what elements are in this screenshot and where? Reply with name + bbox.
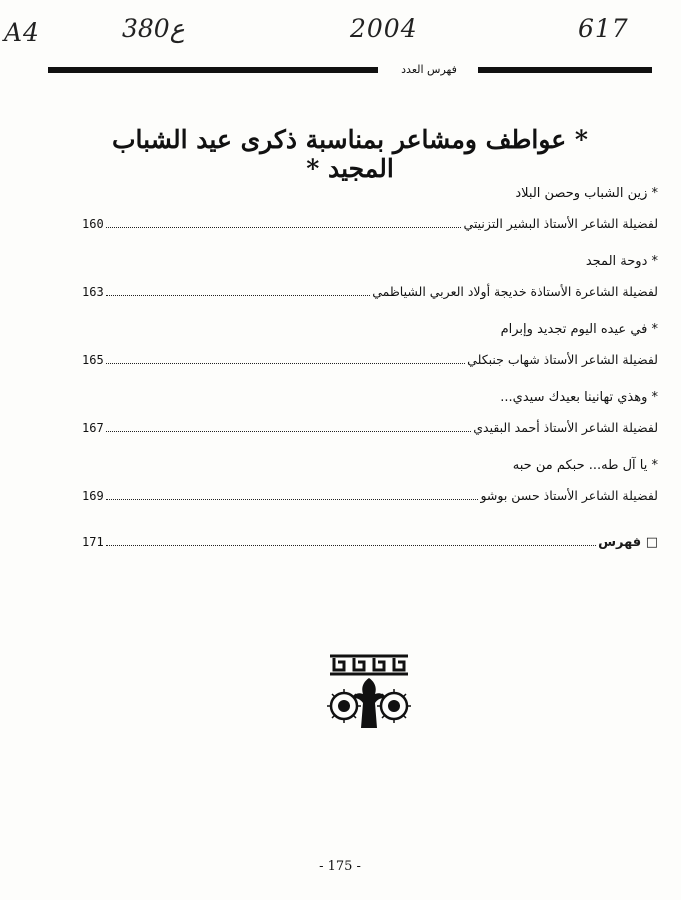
page-title: * عواطف ومشاعر بمناسبة ذكرى عيد الشباب المجيد * [112, 125, 588, 183]
handwritten-year: 2004 [350, 14, 418, 43]
toc-entry [82, 254, 658, 322]
index-entry [82, 535, 658, 555]
toc-entry [82, 322, 658, 390]
dot-leader [106, 430, 472, 432]
entry-title: * وهذي تهانينا بعيدك سيدي... [500, 390, 658, 405]
index-page-number: 171 [82, 535, 104, 549]
entry-title: * زين الشباب وحصن البلاد [515, 186, 658, 201]
entry-line [82, 216, 658, 236]
index-label: □ فهرس [598, 535, 658, 550]
entry-page-number: 167 [82, 421, 104, 435]
toc-entry [82, 186, 658, 254]
entry-title: * في عيده اليوم تجديد وإبرام [500, 322, 658, 337]
entry-title: * يا آل طه... حبكم من حبه [512, 458, 658, 473]
entry-line [82, 284, 658, 304]
entry-author: لفضيلة الشاعر الأستاذ حسن بوشو [480, 488, 658, 503]
entry-title: * دوحة المجد [585, 254, 658, 269]
handwritten-code-a: A4 [4, 18, 40, 47]
toc-entry [82, 458, 658, 526]
table-of-contents [82, 186, 658, 526]
entry-page-number: 163 [82, 285, 104, 299]
entry-author: لفضيلة الشاعر الأستاذ البشير التزنيتي [463, 216, 658, 231]
header-bar [48, 64, 652, 76]
entry-page-number: 160 [82, 217, 104, 231]
dot-leader [106, 498, 479, 500]
entry-page-number: 169 [82, 489, 104, 503]
entry-line [82, 488, 658, 508]
entry-line [82, 420, 658, 440]
page-number: - 175 - [319, 859, 361, 874]
entry-author: لفضيلة الشاعر الأستاذ شهاب جنبكلي [467, 352, 658, 367]
handwritten-number: 617 [578, 14, 629, 43]
header-label: فهرس العدد [401, 63, 457, 76]
header-rule-left [48, 67, 378, 73]
dot-leader [106, 544, 596, 546]
entry-line [82, 352, 658, 372]
dot-leader [106, 362, 465, 364]
dot-leader [106, 294, 371, 296]
dot-leader [106, 226, 462, 228]
entry-author: لفضيلة الشاعر الأستاذ أحمد البقيدي [473, 420, 658, 435]
handwritten-reference: 380ع [122, 14, 185, 43]
decorative-ornament-icon [324, 648, 414, 734]
header-rule-right [478, 67, 652, 73]
toc-entry [82, 390, 658, 458]
entry-author: لفضيلة الشاعرة الأستاذة خديجة أولاد العربي الشياظمي [372, 284, 658, 299]
entry-page-number: 165 [82, 353, 104, 367]
